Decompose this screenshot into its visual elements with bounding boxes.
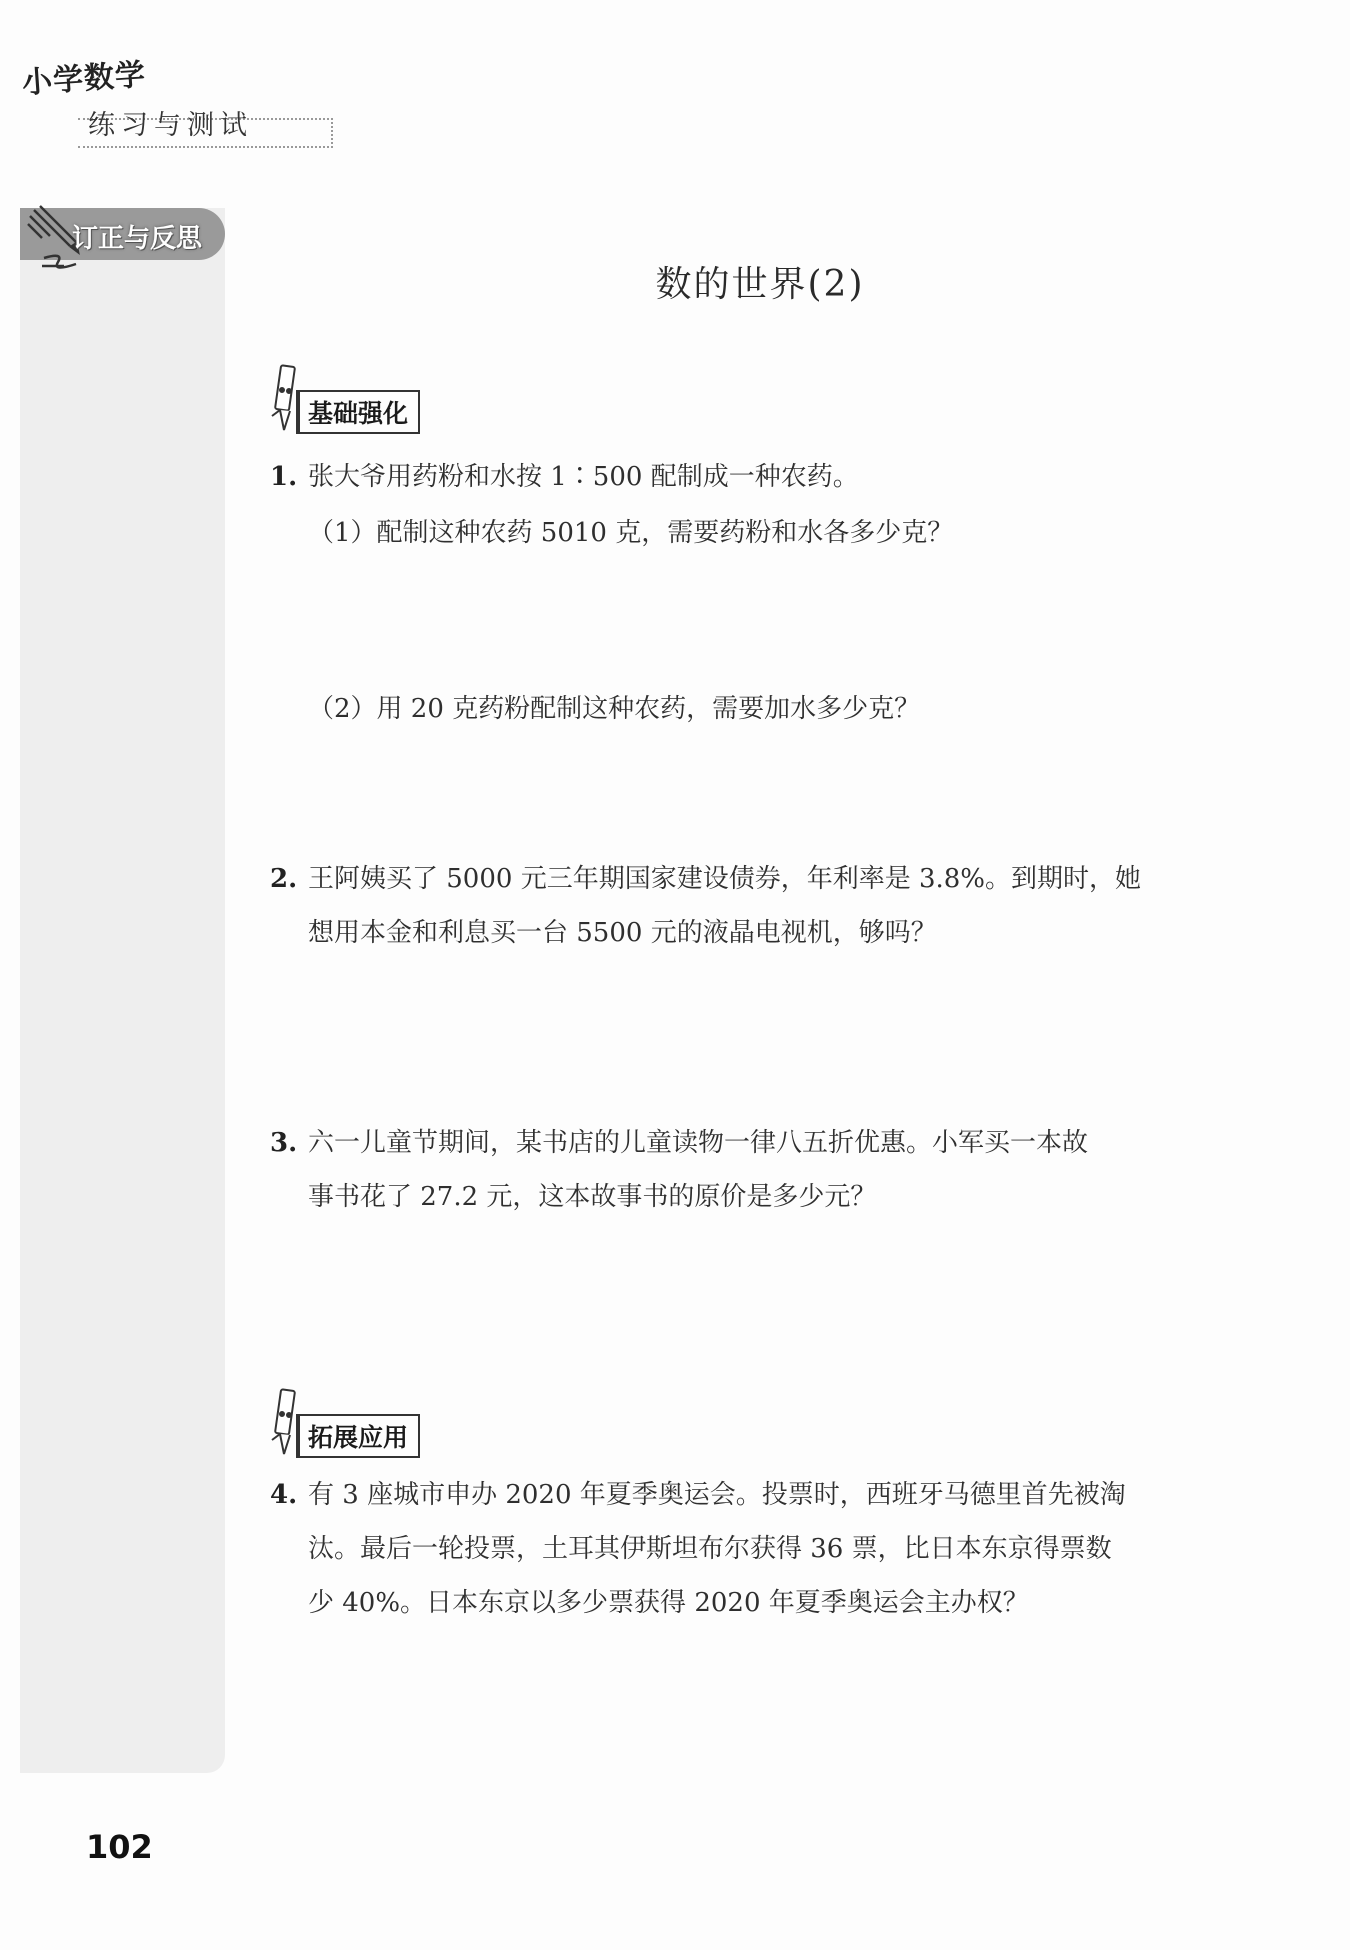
question-1-part-1: （1）配制这种农药 5010 克，需要药粉和水各多少克？	[308, 518, 954, 548]
section-label: 拓展应用	[296, 1414, 420, 1458]
question-1-part-2: （2）用 20 克药粉配制这种农药，需要加水多少克？	[308, 694, 921, 724]
question-4	[270, 1468, 1126, 1630]
question-number: 1.	[270, 462, 298, 492]
brand-subtitle: 练习与测试	[88, 110, 253, 141]
question-number: 4.	[270, 1480, 298, 1510]
question-text: 王阿姨买了 5000 元三年期国家建设债券，年利率是 3.8%。到期时，她	[308, 864, 1142, 894]
question-3	[270, 1116, 1088, 1224]
question-text: 有 3 座城市申办 2020 年夏季奥运会。投票时，西班牙马德里首先被淘	[308, 1480, 1126, 1510]
question-text: 六一儿童节期间，某书店的儿童读物一律八五折优惠。小军买一本故	[308, 1128, 1089, 1158]
brand-title: 小学数学	[21, 57, 148, 101]
question-text: 张大爷用药粉和水按 1∶500 配制成一种农药。	[308, 462, 859, 492]
page-title: 数的世界(2)	[655, 264, 865, 305]
section-header-extension	[268, 1384, 420, 1464]
question-text: 汰。最后一轮投票，土耳其伊斯坦布尔获得 36 票，比日本东京得票数	[308, 1534, 1112, 1564]
reflection-sidebar	[20, 208, 225, 1773]
question-text: 想用本金和利息买一台 5500 元的液晶电视机，够吗？	[308, 918, 937, 948]
sidebar-title: 订正与反思	[72, 224, 203, 254]
section-header-basic	[268, 360, 420, 440]
question-1	[270, 450, 859, 504]
question-number: 3.	[270, 1128, 298, 1158]
question-text: 少 40%。日本东京以多少票获得 2020 年夏季奥运会主办权？	[308, 1588, 1029, 1618]
question-number: 2.	[270, 864, 298, 894]
section-label: 基础强化	[296, 390, 420, 434]
page-number: 102	[86, 1828, 153, 1866]
question-2	[270, 852, 1141, 960]
question-text: 事书花了 27.2 元，这本故事书的原价是多少元？	[308, 1182, 877, 1212]
